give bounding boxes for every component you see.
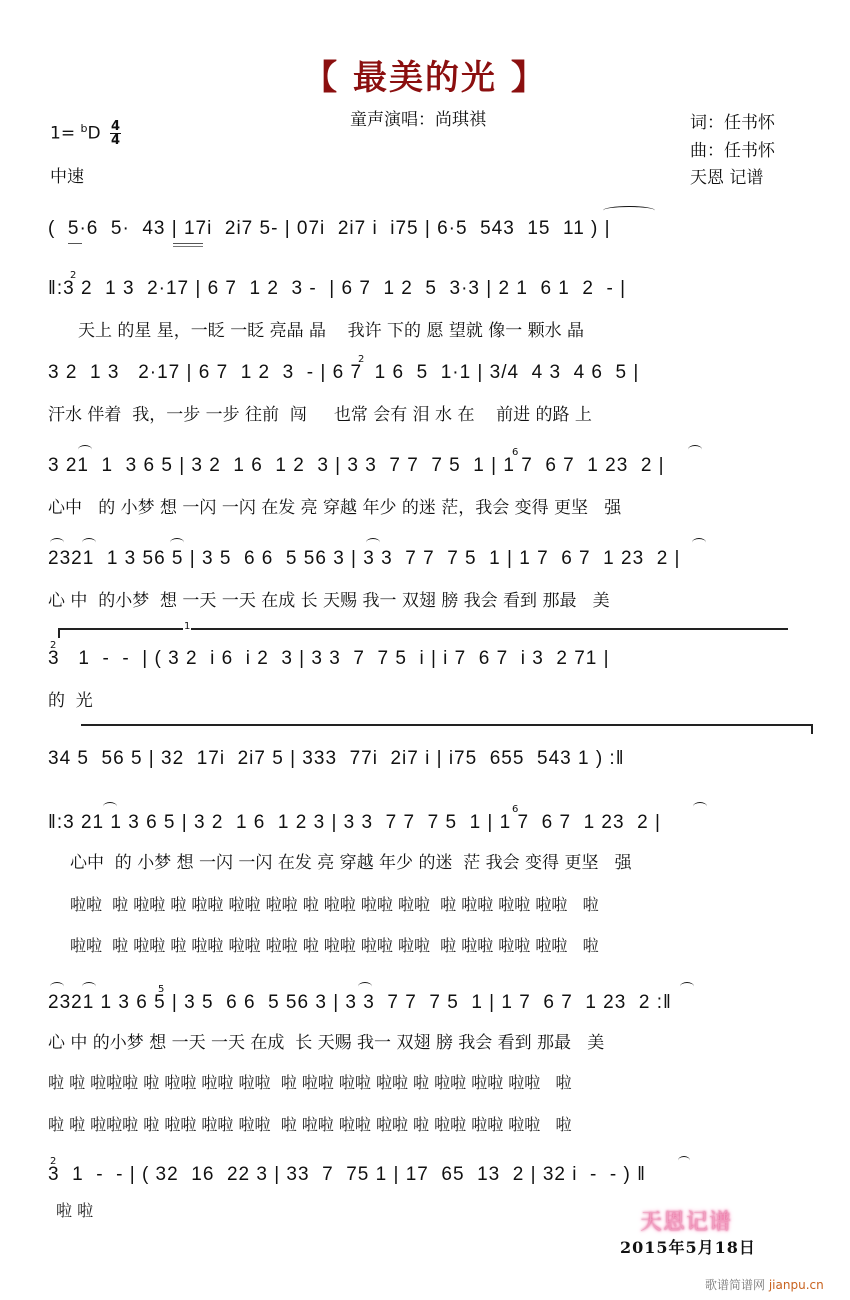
notation-line: ‖:3 21 1 3 6 5 | 3 2 1 6 1 2 3 | 3 3 7 7 7 5 1 | 1 7 6 7 1 23 2 | — [48, 812, 661, 833]
lyric-line: 的 光 — [48, 691, 93, 711]
composer-credit: 曲：任书怀 — [690, 141, 775, 161]
site-name-cn: 歌谱简谱网 — [705, 1278, 766, 1292]
volta-bracket-start — [58, 628, 60, 638]
grace-note: 6 — [512, 804, 519, 815]
volta-bracket — [58, 628, 788, 630]
volta-bracket — [81, 724, 811, 726]
tempo-marking: 中速 — [50, 167, 84, 187]
grace-note: 6 — [512, 447, 519, 458]
tie-mark — [692, 538, 706, 547]
grace-note: 2 — [50, 640, 57, 651]
lyricist-credit: 词：任书怀 — [690, 113, 775, 133]
site-name-en[interactable]: jianpu.cn — [768, 1278, 824, 1292]
notation-line: 34 5 56 5 | 32 17i 2i7 5 | 333 77i 2i7 i | i75 655 543 1 ) :‖ — [48, 748, 625, 769]
key-prefix: 1= — [50, 123, 76, 144]
grace-note: 2 — [358, 354, 365, 365]
lyric-line: 心 中 的小梦 想 一天 一天 在成 长 天赐 我一 双翅 膀 我会 看到 那最 美 — [48, 1033, 605, 1053]
lyric-line: 啦 啦 — [56, 1201, 94, 1220]
tie-mark — [82, 538, 96, 547]
tie-mark — [170, 538, 184, 547]
lyric-line: 心中 的 小梦 想 一闪 一闪 在发 亮 穿越 年少 的迷 茫 我会 变得 更坚 强 — [70, 853, 632, 873]
volta-bracket-end — [811, 724, 813, 734]
transcriber-credit: 天恩 记谱 — [690, 168, 764, 188]
lyric-line: 心 中 的小梦 想 一天 一天 在成 长 天赐 我一 双翅 膀 我会 看到 那最 美 — [48, 591, 610, 611]
tie-mark — [78, 445, 92, 454]
fermata-mark — [678, 1156, 690, 1165]
notation-line: 2321 1 3 6 5 | 3 5 6 6 5 56 3 | 3 3 7 7 7 5 1 | 1 7 6 7 1 23 2 :‖ — [48, 992, 672, 1013]
key-signature — [50, 120, 121, 147]
transcription-date: 2015年5月18日 — [620, 1238, 756, 1257]
tie-mark — [50, 982, 64, 991]
notation-line: ( 5·6 5· 43 | 17i 2i7 5- | 07i 2i7 i i75 | 6·5 543 15 11 ) | — [48, 218, 611, 239]
tie-mark — [680, 982, 694, 991]
lyric-line-la-2: 啦 啦 啦啦啦 啦 啦啦 啦啦 啦啦 啦 啦啦 啦啦 啦啦 啦 啦啦 啦啦 啦啦 啦 — [48, 1115, 572, 1134]
tie-mark — [688, 445, 702, 454]
tie-mark — [366, 538, 380, 547]
tie-mark — [358, 982, 372, 991]
time-signature: $\frac{4}{4}$ — [110, 119, 120, 148]
key-note: D — [87, 123, 101, 144]
notation-line: 2321 1 3 56 5 | 3 5 6 6 5 56 3 | 3 3 7 7 7 5 1 | 1 7 6 7 1 23 2 | — [48, 548, 681, 569]
lyric-line-la-2: 啦啦 啦 啦啦 啦 啦啦 啦啦 啦啦 啦 啦啦 啦啦 啦啦 啦 啦啦 啦啦 啦啦 啦 — [70, 936, 599, 955]
lyric-line: 心中 的 小梦 想 一闪 一闪 在发 亮 穿越 年少 的迷 茫，我会 变得 更坚 强 — [48, 498, 622, 518]
song-title: 【 最美的光 】 — [303, 58, 547, 98]
transcriber-stamp: 天恩记谱 — [640, 1210, 733, 1235]
grace-note: 2 — [70, 270, 77, 281]
tie-mark — [103, 802, 117, 811]
tie-mark — [693, 802, 707, 811]
singer-credit: 童声演唱：尚琪祺 — [350, 110, 486, 130]
grace-note: 5 — [158, 984, 165, 995]
notation-line: 3 1 - - | ( 32 16 22 3 | 33 7 75 1 | 17 65 13 2 | 32 i - - ) ‖ — [48, 1164, 646, 1185]
lyric-line-la-1: 啦 啦 啦啦啦 啦 啦啦 啦啦 啦啦 啦 啦啦 啦啦 啦啦 啦 啦啦 啦啦 啦啦 啦 — [48, 1073, 572, 1092]
flat-sign: b — [80, 121, 88, 135]
grace-note: 2 — [50, 1156, 57, 1167]
notation-line: 3 2 1 3 2·17 | 6 7 1 2 3 - | 6 7 1 6 5 1·1 | 3/4 4 3 4 6 5 | — [48, 362, 640, 383]
tie-mark — [82, 982, 96, 991]
site-watermark — [705, 1276, 824, 1293]
lyric-line-la-1: 啦啦 啦 啦啦 啦 啦啦 啦啦 啦啦 啦 啦啦 啦啦 啦啦 啦 啦啦 啦啦 啦啦 啦 — [70, 895, 599, 914]
lyric-line: 天上 的星 星，一眨 一眨 亮晶 晶 我许 下的 愿 望就 像一 颗水 晶 — [78, 321, 585, 341]
volta-number: 1 — [184, 621, 191, 632]
tie-mark — [50, 538, 64, 547]
lyric-line: 汗水 伴着 我，一步 一步 往前 闯 也常 会有 泪 水 在 前进 的路 上 — [48, 405, 592, 425]
underline-eighth — [68, 243, 82, 244]
notation-line: 3 1 - - | ( 3 2 i 6 i 2 3 | 3 3 7 7 5 i | i 7 6 7 i 3 2 71 | — [48, 648, 610, 669]
tie-mark — [603, 206, 655, 215]
notation-line: ‖:3 2 1 3 2·17 | 6 7 1 2 3 - | 6 7 1 2 5 3·3 | 2 1 6 1 2 - | — [48, 278, 627, 299]
notation-line: 3 21 1 3 6 5 | 3 2 1 6 1 2 3 | 3 3 7 7 7 5 1 | 1 7 6 7 1 23 2 | — [48, 455, 665, 476]
